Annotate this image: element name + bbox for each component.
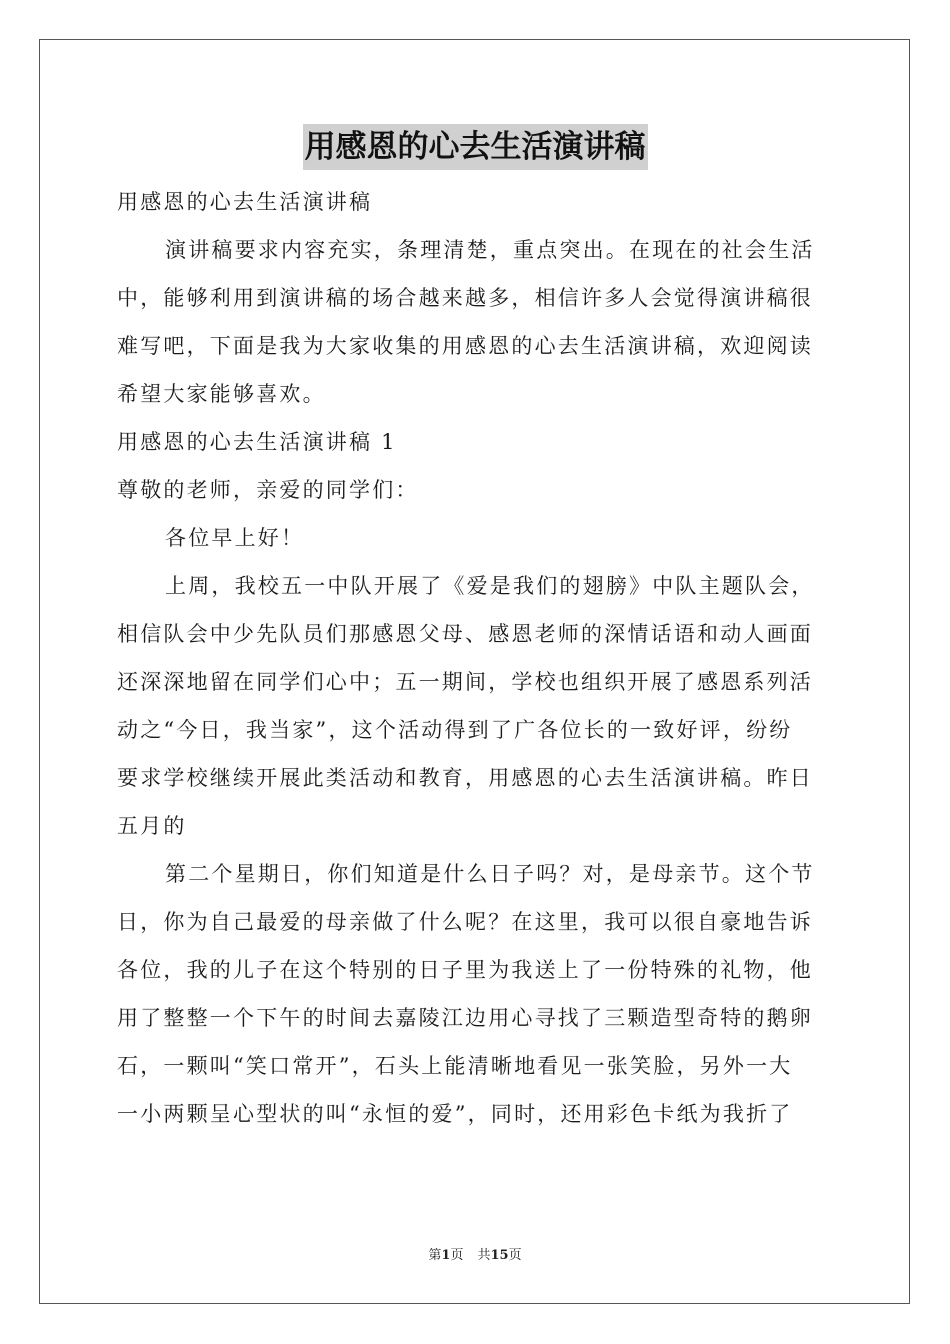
document-body: [117, 178, 833, 1138]
current-page-number: 1: [441, 1248, 451, 1263]
text-line: 日，你为自己最爱的母亲做了什么呢？在这里，我可以很自豪地告诉: [117, 910, 813, 934]
text-line: 还深深地留在同学们心中；五一期间，学校也组织开展了感恩系列活: [117, 670, 813, 694]
text-line: 中，能够利用到演讲稿的场合越来越多，相信许多人会觉得演讲稿很: [117, 286, 813, 310]
text-line: 用感恩的心去生活演讲稿: [117, 190, 373, 214]
text-line: 第二个星期日，你们知道是什么日子吗？对，是母亲节。这个节: [165, 862, 815, 886]
text-line: 难写吧，下面是我为大家收集的用感恩的心去生活演讲稿，欢迎阅读: [117, 334, 813, 358]
document-title: 用感恩的心去生活演讲稿: [303, 124, 648, 170]
text-line: 动之“今日，我当家”，这个活动得到了广各位长的一致好评，纷纷: [117, 718, 793, 742]
text-line: 演讲稿要求内容充实，条理清楚，重点突出。在现在的社会生活: [165, 238, 815, 262]
text-line: 五月的: [117, 814, 187, 838]
text-line: 各位早上好！: [165, 526, 305, 550]
text-line: 上周，我校五一中队开展了《爱是我们的翅膀》中队主题队会，: [165, 574, 815, 598]
total-pages-number: 15: [490, 1248, 509, 1263]
page-suffix: 页: [450, 1248, 464, 1263]
total-prefix: 共: [477, 1248, 491, 1263]
page-footer: [0, 1247, 950, 1265]
text-line: 一小两颗呈心型状的叫“永恒的爱”，同时，还用彩色卡纸为我折了: [117, 1102, 793, 1126]
text-line: 要求学校继续开展此类活动和教育，用感恩的心去生活演讲稿。昨日: [117, 766, 813, 790]
text-line: 希望大家能够喜欢。: [117, 382, 326, 406]
text-line: 各位，我的儿子在这个特别的日子里为我送上了一份特殊的礼物，他: [117, 958, 813, 982]
text-line: 尊敬的老师，亲爱的同学们：: [117, 478, 419, 502]
text-line: 石，一颗叫“笑口常开”，石头上能清晰地看见一张笑脸，另外一大: [117, 1054, 793, 1078]
page-prefix: 第: [428, 1248, 442, 1263]
title-area: [0, 124, 950, 170]
text-line: 用了整整一个下午的时间去嘉陵江边用心寻找了三颗造型奇特的鹅卵: [117, 1006, 813, 1030]
total-suffix: 页: [508, 1248, 522, 1263]
text-line: 用感恩的心去生活演讲稿 1: [117, 430, 397, 454]
text-line: 相信队会中少先队员们那感恩父母、感恩老师的深情话语和动人画面: [117, 622, 813, 646]
